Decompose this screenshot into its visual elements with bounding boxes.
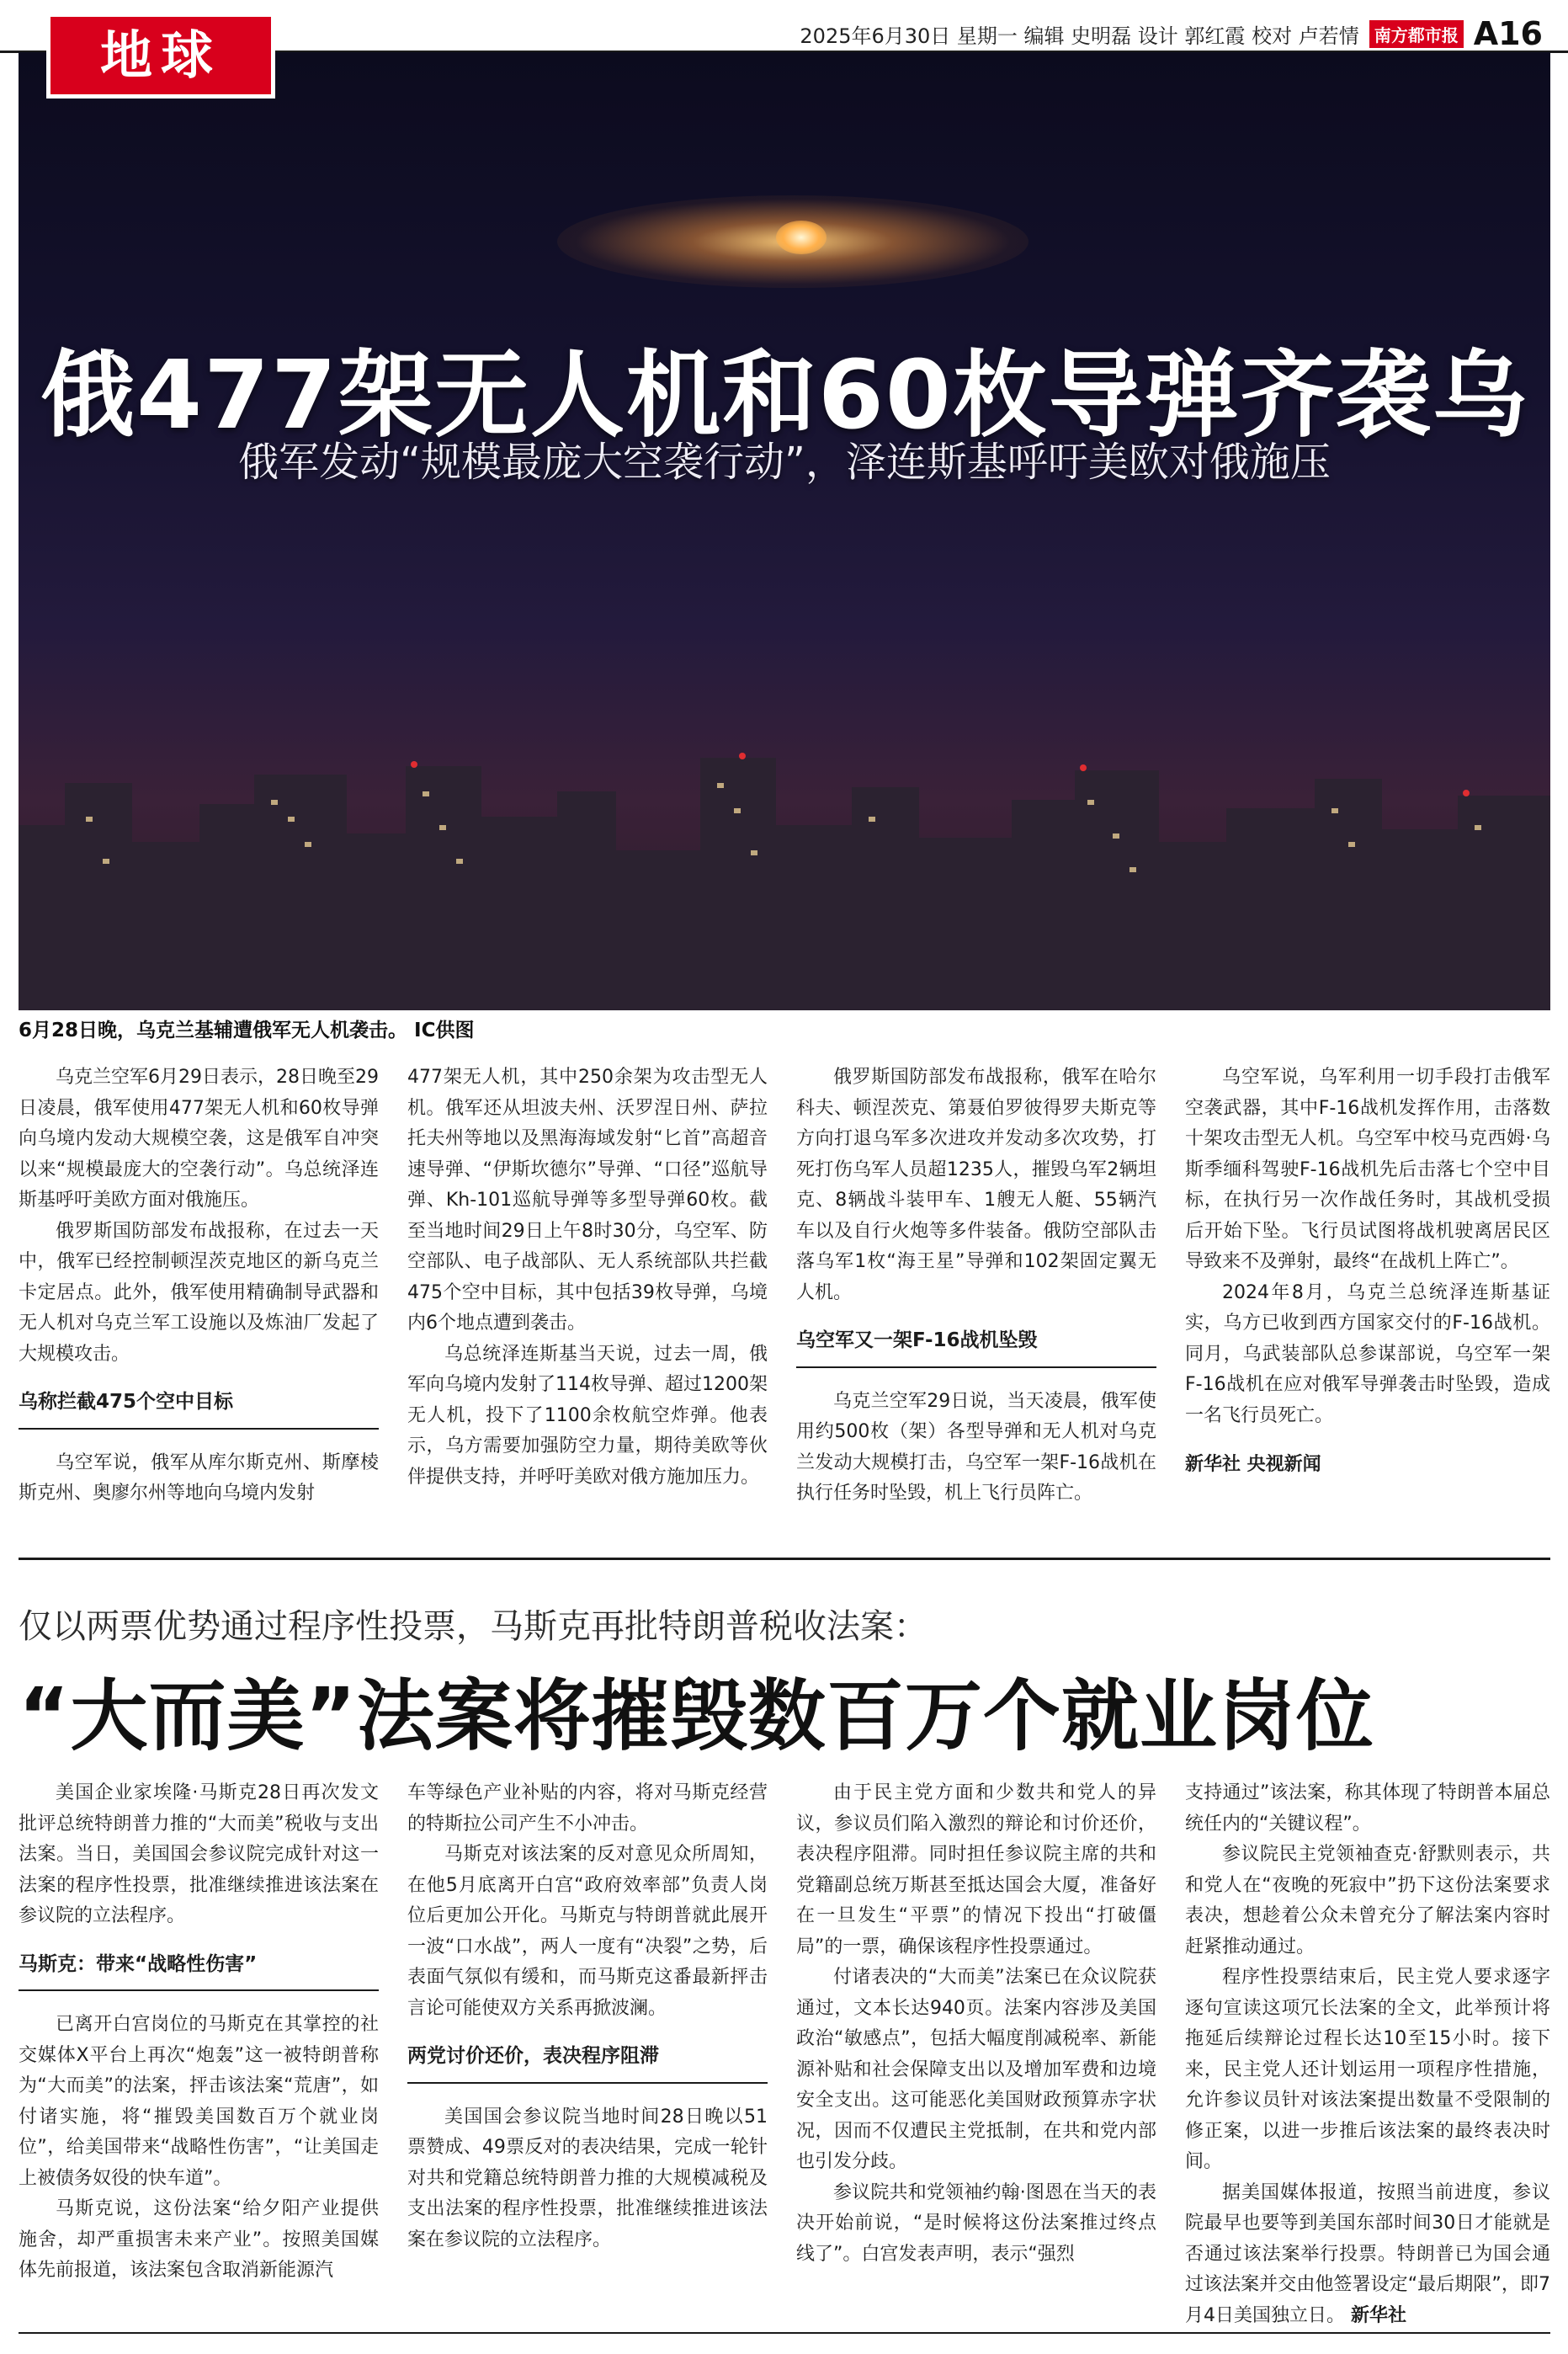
paragraph: 由于民主党方面和少数共和党人的异议，参议员们陷入激烈的辩论和讨价还价，表决程序阻滞。同时担任参议院主席的共和党籍副总统万斯甚至抵达国会大厦，准备好在一旦发生“平票”的情况下投出“打破僵局”的一票，确保该程序性投票通过。 bbox=[796, 1782, 1156, 1957]
paragraph: 马斯克说，这份法案“给夕阳产业提供施舍，却严重损害未来产业”。按照美国媒体先前报道，该法案包含取消新能源汽 bbox=[19, 2198, 379, 2281]
story1-column-3 bbox=[796, 1062, 1156, 1510]
paragraph: 参议院共和党领袖约翰·图恩在当天的表决开始前说，“是时候将这份法案推过终点线了”。白宫发表声明，表示“强烈 bbox=[796, 2181, 1156, 2265]
story1-column-4 bbox=[1185, 1062, 1550, 1481]
story2-column-1 bbox=[19, 1778, 379, 2287]
page-info-bar bbox=[800, 15, 1543, 52]
subheading: 两党讨价还价，表决程序阻滞 bbox=[407, 2041, 768, 2084]
hero-photo bbox=[19, 52, 1550, 1010]
paragraph: 477架无人机，其中250余架为攻击型无人机。俄军还从坦波夫州、沃罗涅日州、萨拉托夫州等地以及黑海海域发射“匕首”高超音速导弹、“伊斯坎德尔”导弹、“口径”巡航导弹、Kh-101巡航导弹等多型导弹60枚。截至当地时间29日上午8时30分，乌空军、防空部队、电子战部队、无人系统部队共拦截475个空中目标，其中包括39枚导弹，乌境内6个地点遭到袭击。 bbox=[407, 1067, 768, 1334]
paragraph: 俄罗斯国防部发布战报称，俄军在哈尔科夫、顿涅茨克、第聂伯罗彼得罗夫斯克等方向打退乌军多次进攻并发动多次攻势，打死打伤乌军人员超1235人，摧毁乌军2辆坦克、8辆战斗装甲车、1艘无人艇、55辆汽车以及自行火炮等多件装备。俄防空部队击落乌军1枚“海王星”导弹和102架固定翼无人机。 bbox=[796, 1067, 1156, 1303]
story2-headline: “大而美”法案将摧毁数百万个就业岗位 bbox=[19, 1671, 1374, 1761]
paragraph: 乌总统泽连斯基当天说，过去一周，俄军向乌境内发射了114枚导弹、超过1200架无人机，投下了1100余枚航空炸弹。他表示，乌方需要加强防空力量，期待美欧等伙伴提供支持，并呼吁美欧对俄方施加压力。 bbox=[407, 1343, 768, 1488]
paragraph: 2024年8月，乌克兰总统泽连斯基证实，乌方已收到西方国家交付的F-16战机。同月，乌武装部队总参谋部说，乌空军一架F-16战机在应对俄军导弹袭击时坠毁，造成一名飞行员死亡。 bbox=[1185, 1281, 1550, 1426]
subheading: 马斯克：带来“战略性伤害” bbox=[19, 1949, 379, 1992]
story1-subheadline: 俄军发动“规模最庞大空袭行动”，泽连斯基呼吁美欧对俄施压 bbox=[238, 439, 1331, 486]
paragraph-text: 据美国媒体报道，按照当前进度，参议院最早也要等到美国东部时间30日才能就是否通过该法案举行投票。特朗普已为国会通过该法案并交由他签署设定“最后期限”，即7月4日美国独立日。 bbox=[1185, 2181, 1550, 2326]
section-badge: 地球 bbox=[50, 17, 271, 94]
photo-caption: 6月28日晚，乌克兰基辅遭俄军无人机袭击。 IC供图 bbox=[19, 1020, 475, 1041]
bottom-rule bbox=[19, 2332, 1550, 2334]
page-number: A16 bbox=[1473, 15, 1543, 52]
paragraph: 美国国会参议院当地时间28日晚以51票赞成、49票反对的表决结果，完成一轮针对共和党籍总统特朗普力推的大规模减税及支出法案的程序性投票，批准继续推进该法案在参议院的立法程序。 bbox=[407, 2106, 768, 2250]
story2-column-2 bbox=[407, 1778, 768, 2255]
page-info-text: 2025年6月30日 星期一 编辑 史明磊 设计 郭红霞 校对 卢若情 bbox=[800, 24, 1359, 48]
paper-logo: 南方都市报 bbox=[1369, 20, 1464, 48]
byline: 新华社 bbox=[1351, 2304, 1407, 2326]
paragraph: 支持通过”该法案，称其体现了特朗普本届总统任内的“关键议程”。 bbox=[1185, 1782, 1550, 1835]
paragraph: 付诸表决的“大而美”法案已在众议院获通过，文本长达940页。法案内容涉及美国政治“敏感点”，包括大幅度削减税率、新能源补贴和社会保障支出以及增加军费和边境安全支出。这可能恶化美国财政预算赤字状况，因而不仅遭民主党抵制，在共和党内部也引发分歧。 bbox=[796, 1967, 1156, 2172]
paragraph bbox=[1185, 2178, 1550, 2332]
subheading: 乌空军又一架F-16战机坠毁 bbox=[796, 1325, 1156, 1368]
drone-flash bbox=[776, 221, 827, 254]
paragraph: 乌克兰空军29日说，当天凌晨，俄军使用约500枚（架）各型导弹和无人机对乌克兰发动大规模打击，乌空军一架F-16战机在执行任务时坠毁，机上飞行员阵亡。 bbox=[796, 1390, 1156, 1504]
byline: 新华社 央视新闻 bbox=[1185, 1454, 1321, 1475]
paragraph: 车等绿色产业补贴的内容，将对马斯克经营的特斯拉公司产生不小冲击。 bbox=[407, 1782, 768, 1835]
story-divider bbox=[19, 1558, 1550, 1560]
paragraph: 乌空军说，俄军从库尔斯克州、斯摩棱斯克州、奥廖尔州等地向乌境内发射 bbox=[19, 1451, 379, 1504]
paragraph: 乌克兰空军6月29日表示，28日晚至29日凌晨，俄军使用477架无人机和60枚导弹向乌境内发动大规模空袭，这是俄军自冲突以来“规模最庞大的空袭行动”。乌总统泽连斯基呼吁美欧方面对俄施压。 bbox=[19, 1067, 379, 1211]
subheading: 乌称拦截475个空中目标 bbox=[19, 1387, 379, 1430]
paragraph: 美国企业家埃隆·马斯克28日再次发文批评总统特朗普力推的“大而美”税收与支出法案。当日，美国国会参议院完成针对这一法案的程序性投票，批准继续推进该法案在参议院的立法程序。 bbox=[19, 1782, 379, 1926]
story1-headline: 俄477架无人机和60枚导弹齐袭乌 bbox=[40, 341, 1528, 450]
city-skyline bbox=[19, 724, 1550, 1010]
paragraph: 程序性投票结束后，民主党人要求逐字逐句宣读这项冗长法案的全文，此举预计将拖延后续辩论过程长达10至15小时。接下来，民主党人还计划运用一项程序性措施，允许参议员针对该法案提出数量不受限制的修正案，以进一步推后该法案的最终表决时间。 bbox=[1185, 1967, 1550, 2172]
paragraph: 乌空军说，乌军利用一切手段打击俄军空袭武器，其中F-16战机发挥作用，击落数十架攻击型无人机。乌空军中校马克西姆·乌斯季缅科驾驶F-16战机先后击落七个空中目标，在执行另一次作战任务时，其战机受损后开始下坠。飞行员试图将战机驶离居民区导致来不及弹射，最终“在战机上阵亡”。 bbox=[1185, 1067, 1550, 1272]
story2-column-4 bbox=[1185, 1778, 1550, 2331]
story1-column-2 bbox=[407, 1062, 768, 1493]
paragraph: 参议院民主党领袖查克·舒默则表示，共和党人在“夜晚的死寂中”扔下这份法案要求表决，想趁着公众未曾充分了解法案内容时赶紧推动通过。 bbox=[1185, 1844, 1550, 1957]
paragraph: 俄罗斯国防部发布战报称，在过去一天中，俄军已经控制顿涅茨克地区的新乌克兰卡定居点。此外，俄军使用精确制导武器和无人机对乌克兰军工设施以及炼油厂发起了大规模攻击。 bbox=[19, 1220, 379, 1365]
story2-column-3 bbox=[796, 1778, 1156, 2270]
story2-kicker: 仅以两票优势通过程序性投票，马斯克再批特朗普税收法案： bbox=[19, 1607, 928, 1646]
paragraph: 马斯克对该法案的反对意见众所周知，在他5月底离开白宫“政府效率部”负责人岗位后更加公开化。马斯克与特朗普就此展开一波“口水战”，两人一度有“决裂”之势，后表面气氛似有缓和，而马斯克这番最新抨击言论可能使双方关系再掀波澜。 bbox=[407, 1844, 768, 2019]
story1-column-1 bbox=[19, 1062, 379, 1510]
paragraph: 已离开白宫岗位的马斯克在其掌控的社交媒体X平台上再次“炮轰”这一被特朗普称为“大而美”的法案，抨击该法案“荒唐”，如付诸实施，将“摧毁美国数百万个就业岗位”，给美国带来“战略性伤害”，“让美国走上被债务奴役的快车道”。 bbox=[19, 2014, 379, 2189]
